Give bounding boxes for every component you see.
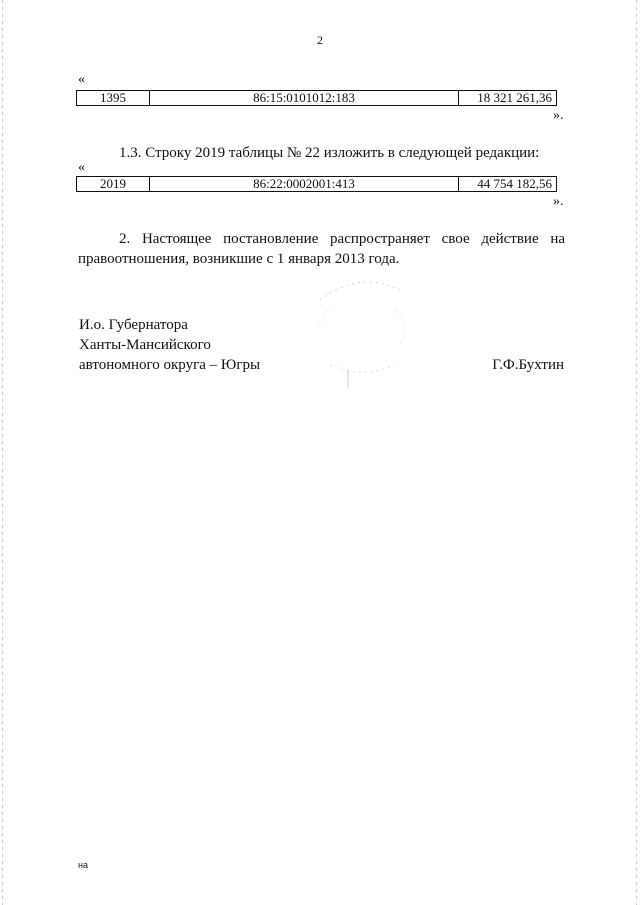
value-cell: 18 321 261,36 (459, 91, 557, 106)
amended-row-table-1 (76, 90, 557, 106)
signatory-title-line-3: автономного округа – Югры (79, 357, 261, 373)
quote-open-1: « (78, 72, 85, 87)
quote-close-1: ». (553, 108, 564, 123)
row-number-cell: 1395 (77, 91, 150, 106)
row-number-cell: 2019 (77, 177, 150, 192)
signatory-title-line-2: Ханты-Мансийского (79, 337, 211, 353)
signatory-title-line-1: И.о. Губернатора (79, 317, 188, 333)
table-row (77, 177, 557, 192)
stamp-impression (300, 270, 430, 390)
value-cell: 44 754 182,56 (459, 177, 557, 192)
quote-close-2: ». (553, 194, 564, 209)
paragraph-2: 2. Настоящее постановление распространяет свое действие на правоотношения, возникшие с 1 января 2013 года. (78, 231, 565, 267)
amended-row-table-2 (76, 176, 557, 192)
cadastral-number-cell: 86:15:0101012:183 (150, 91, 459, 106)
table-row (77, 91, 557, 106)
footer-mark: на (78, 860, 88, 870)
paragraph-1-3: 1.3. Строку 2019 таблицы № 22 изложить в следующей редакции: (119, 145, 540, 161)
scan-edge-right (636, 0, 637, 905)
signatory-name: Г.Ф.Бухтин (492, 357, 564, 373)
quote-open-2: « (78, 160, 85, 175)
signatory-title (79, 315, 260, 375)
page-number: 2 (317, 33, 323, 47)
cadastral-number-cell: 86:22:0002001:413 (150, 177, 459, 192)
scan-edge-left (2, 0, 3, 905)
